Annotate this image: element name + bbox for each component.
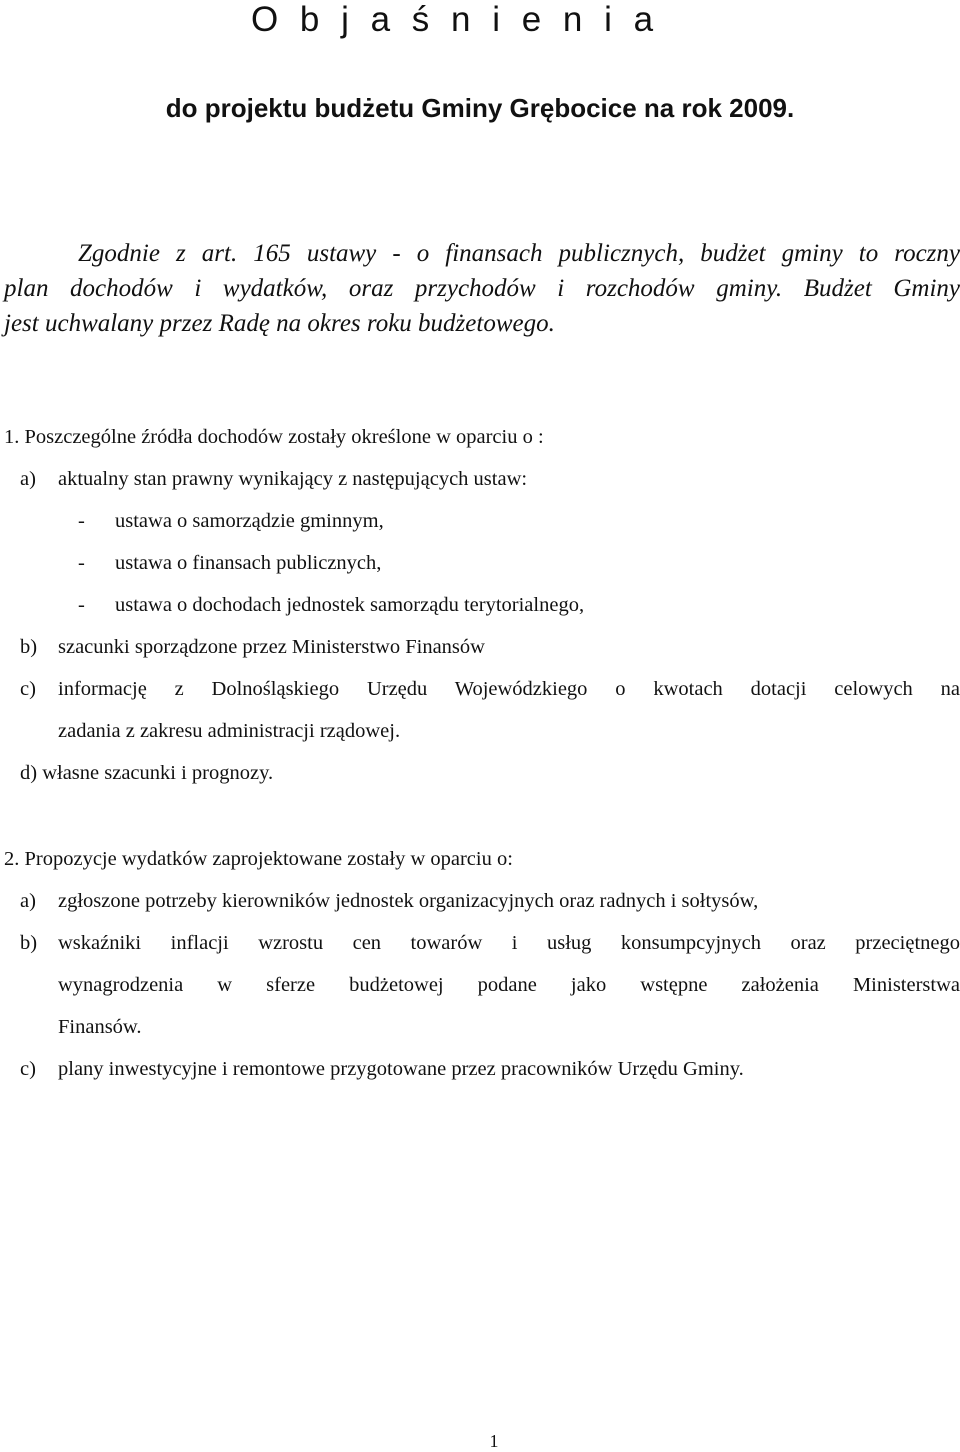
page-number: 1	[489, 1431, 499, 1451]
section-1-item-d: d) własne szacunki i prognozy.	[20, 762, 274, 784]
section-1-heading: 1. Poszczególne źródła dochodów zostały określone w oparciu o :	[4, 426, 544, 448]
intro-paragraph	[4, 236, 960, 341]
section-2-item-a-text: zgłoszone potrzeby kierowników jednostek organizacyjnych oraz radnych i sołtysów,	[58, 890, 759, 912]
section-2-item-a-label: a)	[20, 890, 36, 912]
section-2-item-b-line-2: wynagrodzenia w sferze budżetowej podane jako wstępne założenia Ministerstwa	[58, 974, 960, 996]
document-subtitle: do projektu budżetu Gminy Grębocice na rok 2009.	[165, 93, 795, 123]
sub-item-1-text: ustawa o samorządzie gminnym,	[115, 510, 384, 532]
document-title: O b j a ś n i e n i a	[250, 0, 660, 39]
sub-item-2-text: ustawa o finansach publicznych,	[115, 552, 382, 574]
section-2-item-c-label: c)	[20, 1058, 36, 1080]
sub-item-2-marker: -	[78, 552, 85, 574]
section-1-item-a-label: a)	[20, 468, 36, 490]
intro-line-3: jest uchwalany przez Radę na okres roku budżetowego.	[4, 310, 555, 337]
section-1-item-c-line-2: zadania z zakresu administracji rządowej.	[58, 720, 401, 742]
section-1-item-c-line-1: informację z Dolnośląskiego Urzędu Wojewódzkiego o kwotach dotacji celowych na	[58, 678, 960, 700]
section-2-item-b-line-3: Finansów.	[58, 1016, 142, 1038]
sub-item-3-marker: -	[78, 594, 85, 616]
sub-item-1-marker: -	[78, 510, 85, 532]
section-2-heading: 2. Propozycje wydatków zaprojektowane zostały w oparciu o:	[4, 848, 513, 870]
section-1-item-b-label: b)	[20, 636, 38, 658]
section-1-item-a-text: aktualny stan prawny wynikający z następujących ustaw:	[58, 468, 528, 490]
section-1-item-b-text: szacunki sporządzone przez Ministerstwo Finansów	[58, 636, 485, 658]
intro-line-2: plan dochodów i wydatków, oraz przychodów i rozchodów gminy. Budżet Gminy	[4, 275, 960, 302]
section-2-item-b-line-1: wskaźniki inflacji wzrostu cen towarów i usług konsumpcyjnych oraz przeciętnego	[58, 932, 960, 954]
intro-line-1: Zgodnie z art. 165 ustawy - o finansach publicznych, budżet gminy to roczny	[78, 240, 960, 267]
section-2-item-b-label: b)	[20, 932, 38, 954]
section-1-item-c-label: c)	[20, 678, 36, 700]
sub-item-3-text: ustawa o dochodach jednostek samorządu terytorialnego,	[115, 594, 585, 616]
section-2-item-c-text: plany inwestycyjne i remontowe przygotowane przez pracowników Urzędu Gminy.	[58, 1058, 744, 1080]
